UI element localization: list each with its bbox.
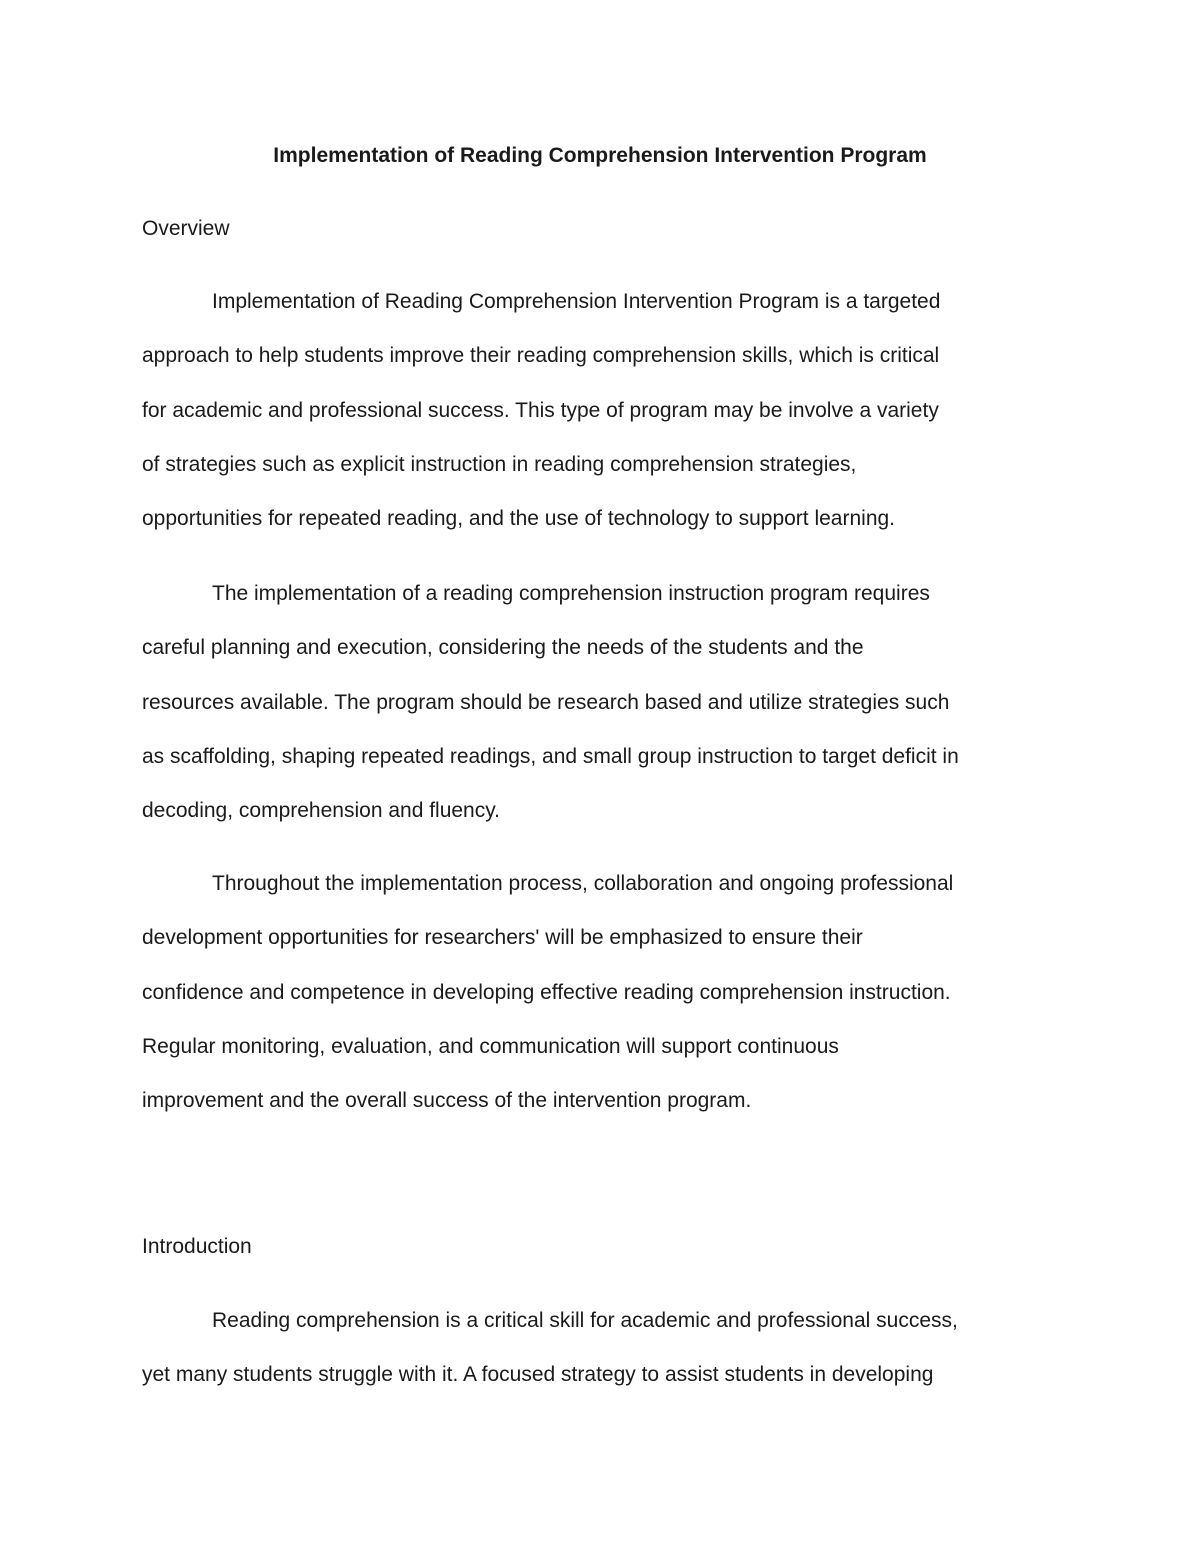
- paragraph-line: resources available. The program should be research based and utilize strategies such: [142, 690, 950, 714]
- paragraph-line: The implementation of a reading comprehension instruction program requires: [212, 582, 930, 605]
- overview-paragraph-3: [142, 857, 1072, 1128]
- paragraph-line: confidence and competence in developing effective reading comprehension instruction.: [142, 980, 951, 1004]
- paragraph-line: Implementation of Reading Comprehension Intervention Program is a targeted: [212, 290, 941, 313]
- paragraph-line: as scaffolding, shaping repeated readings, and small group instruction to target deficit in: [142, 744, 959, 768]
- paragraph-line: yet many students struggle with it. A focused strategy to assist students in developing: [142, 1363, 934, 1387]
- paragraph-line: Throughout the implementation process, collaboration and ongoing professional: [212, 872, 954, 895]
- section-heading-introduction: Introduction: [142, 1235, 252, 1258]
- paragraph-line: careful planning and execution, considering the needs of the students and the: [142, 636, 864, 660]
- paragraph-line: development opportunities for researchers' will be emphasized to ensure their: [142, 926, 863, 950]
- document-title: Implementation of Reading Comprehension Intervention Program: [273, 144, 927, 167]
- paragraph-line: approach to help students improve their reading comprehension skills, which is critical: [142, 344, 940, 368]
- overview-paragraph-2: [142, 567, 1072, 838]
- section-heading-overview: Overview: [142, 217, 230, 240]
- paragraph-line: of strategies such as explicit instruction in reading comprehension strategies,: [142, 452, 857, 476]
- introduction-paragraph-1: [142, 1294, 1072, 1403]
- paragraph-line: opportunities for repeated reading, and the use of technology to support learning.: [142, 507, 896, 531]
- paragraph-line: Regular monitoring, evaluation, and communication will support continuous: [142, 1034, 839, 1058]
- paragraph-line: decoding, comprehension and fluency.: [142, 799, 501, 823]
- paragraph-line: improvement and the overall success of the intervention program.: [142, 1089, 752, 1113]
- paragraph-line: for academic and professional success. This type of program may be involve a variety: [142, 398, 939, 422]
- overview-paragraph-1: [142, 275, 1072, 546]
- paragraph-line: Reading comprehension is a critical skill for academic and professional success,: [212, 1309, 958, 1332]
